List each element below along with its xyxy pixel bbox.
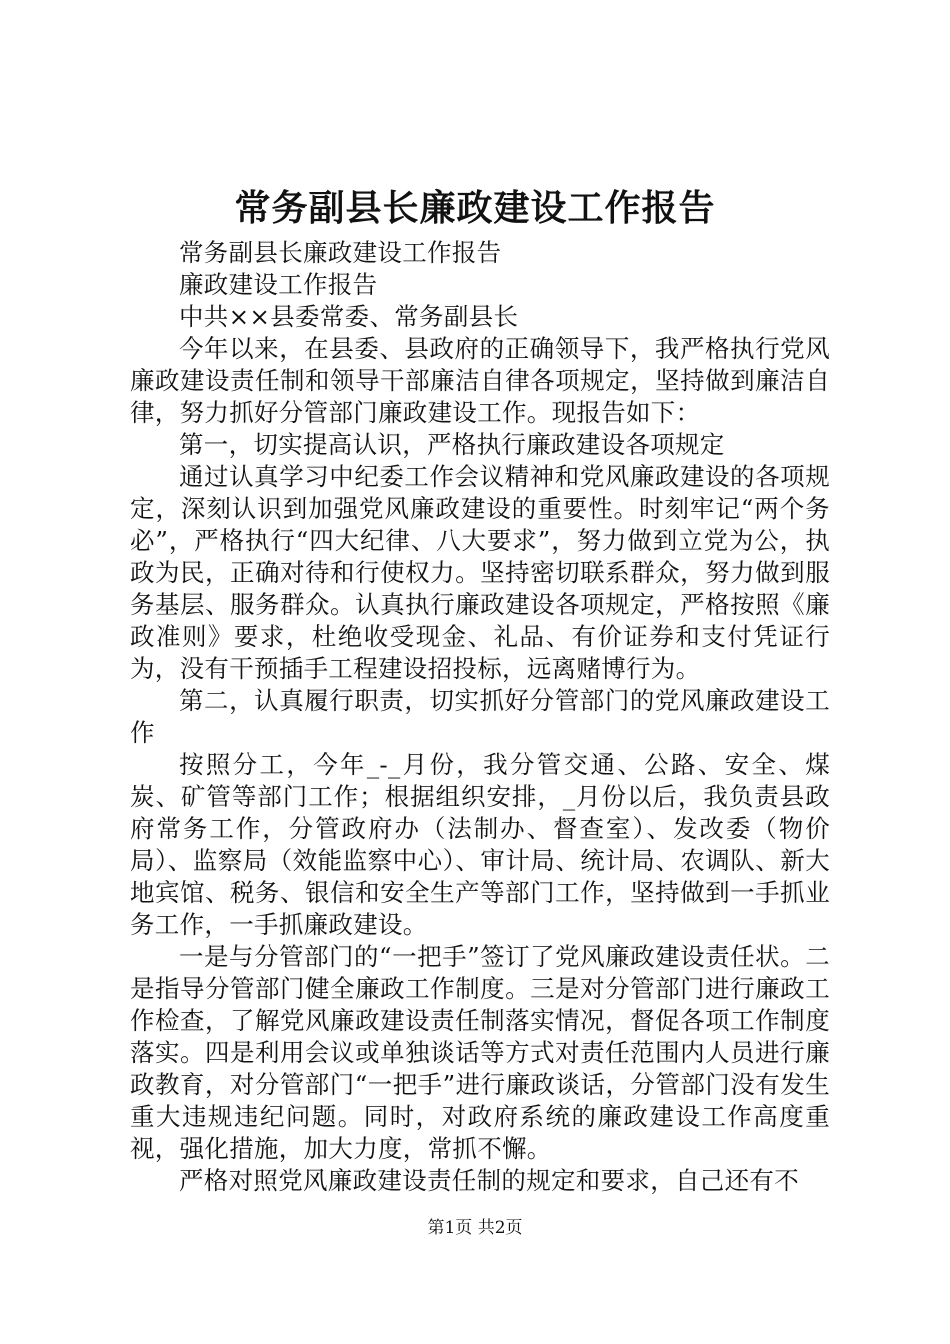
paragraph-subtitle: 廉政建设工作报告 xyxy=(179,270,378,299)
paragraph-repeat-title: 常务副县长廉政建设工作报告 xyxy=(179,238,502,267)
paragraph-section-two-body: 按照分工，今年_-_月份，我分管交通、公路、安全、煤炭、矿管等部门工作；根据组织安排，_月份以后，我负责县政府常务工作，分管政府办（法制办、督查室）、发改委（物价局）、监察局（效能监察中心）、审计局、统计局、农调队、新大地宾馆、税务、银信和安全生产等部门工作，坚持做到一手抓业务工作，一手抓廉政建设。 xyxy=(130,750,830,939)
paragraph-measures: 一是与分管部门的“一把手”签订了党风廉政建设责任状。二是指导分管部门健全廉政工作制度。三是对分管部门进行廉政工作检查，了解党风廉政建设责任制落实情况，督促各项工作制度落实。四是利用会议或单独谈话等方式对责任范围内人员进行廉政教育，对分管部门“一把手”进行廉政谈话，分管部门没有发生重大违规违纪问题。同时，对政府系统的廉政建设工作高度重视，强化措施，加大力度，常抓不懈。 xyxy=(130,942,830,1163)
paragraph-author: 中共××县委常委、常务副县长 xyxy=(179,302,519,331)
document-title: 常务副县长廉政建设工作报告 xyxy=(234,187,716,229)
page-footer: 第1页 共2页 xyxy=(427,1218,523,1238)
paragraph-section-one-heading: 第一，切实提高认识，严格执行廉政建设各项规定 xyxy=(179,430,725,459)
paragraph-continuation: 严格对照党风廉政建设责任制的规定和要求，自己还有不 xyxy=(179,1166,799,1195)
paragraph-section-two-heading: 第二，认真履行职责，切实抓好分管部门的党风廉政建设工作 xyxy=(130,686,830,747)
document-body xyxy=(130,237,830,1197)
paragraph-section-one-body: 通过认真学习中纪委工作会议精神和党风廉政建设的各项规定，深刻认识到加强党风廉政建设的重要性。时刻牢记“两个务必”，严格执行“四大纪律、八大要求”，努力做到立党为公，执政为民，正确对待和行使权力。坚持密切联系群众，努力做到服务基层、服务群众。认真执行廉政建设各项规定，严格按照《廉政准则》要求，杜绝收受现金、礼品、有价证券和支付凭证行为，没有干预插手工程建设招投标，远离赌博行为。 xyxy=(130,462,830,683)
paragraph-intro: 今年以来，在县委、县政府的正确领导下，我严格执行党风廉政建设责任制和领导干部廉洁自律各项规定，坚持做到廉洁自律，努力抓好分管部门廉政建设工作。现报告如下： xyxy=(130,334,830,427)
